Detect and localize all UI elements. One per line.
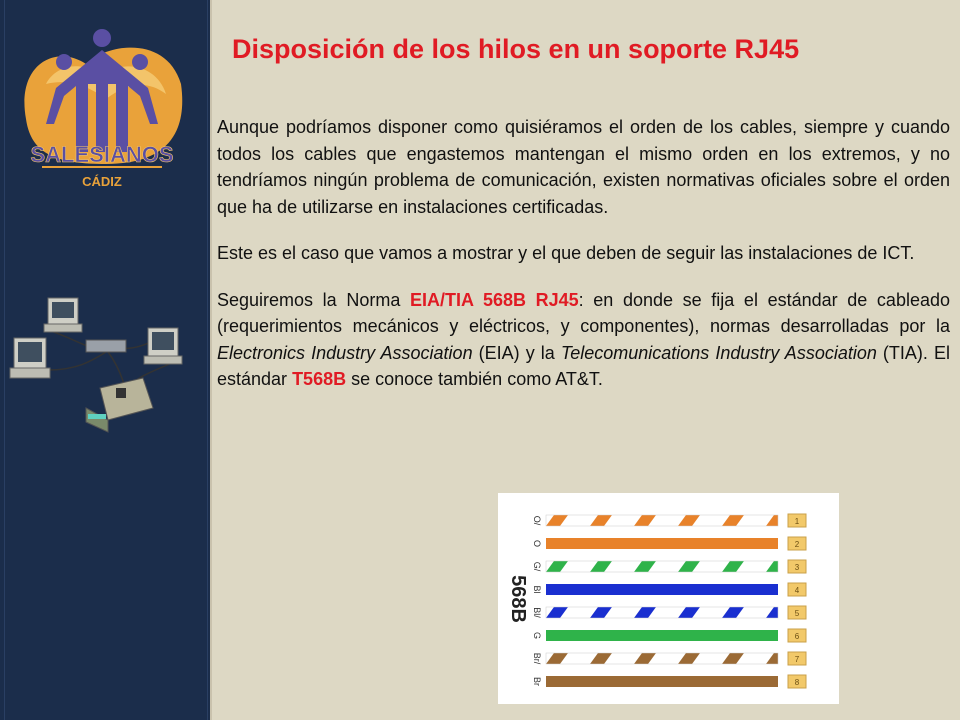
text-run: (EIA) y la — [472, 342, 561, 363]
wire-code-label: Br/ — [532, 652, 542, 665]
text-run: : en donde se fija el estándar de cableado (requerimientos mecánicos y eléctricos, y componentes), normas desarrolladas por la — [217, 289, 950, 336]
text-run: (TIA). El estándar — [217, 342, 950, 389]
wire-code-label: O/ — [532, 515, 542, 526]
wire-code-label: G — [532, 631, 542, 640]
printer-icon — [86, 378, 153, 432]
wire-code-label: G/ — [532, 561, 542, 572]
wire-code-label: Bl — [532, 585, 542, 594]
sidebar — [0, 0, 210, 720]
eia-name: Electronics Industry Association — [217, 342, 473, 363]
text-run: se conoce también como AT&T. — [346, 369, 603, 389]
computer-icon — [10, 338, 50, 378]
logo-name: SALESIANOS — [30, 142, 174, 167]
wire-7 — [546, 653, 778, 664]
rj45-568b-diagram — [498, 493, 839, 704]
wire-code-label: O — [532, 539, 542, 548]
pin-number: 8 — [794, 678, 800, 687]
t568b-highlight: T568B — [292, 369, 347, 389]
wire-2 — [546, 538, 778, 549]
wire-4 — [546, 584, 778, 595]
pin-number: 2 — [794, 540, 800, 549]
wire-6 — [546, 630, 778, 641]
tia-name: Telecomunications Industry Association — [560, 342, 877, 363]
pin-number: 5 — [794, 609, 800, 618]
sidebar-divider — [210, 0, 212, 720]
wire-code-label: Bl/ — [532, 607, 542, 618]
paragraph-1: Aunque podríamos disponer como quisiéramos el orden de los cables, siempre y cuando todos los cables que engastemos mantengan el mismo orden en los extremos, y no tendríamos ningún problema de comunicación, existen normativas oficiales sobre el orden que ha de utilizarse en instalaciones certificadas. — [217, 117, 950, 217]
salesianos-logo — [16, 24, 188, 204]
network-illustration — [8, 290, 208, 440]
wire-5 — [546, 607, 778, 618]
wire-code-label: Br — [532, 677, 542, 686]
pin-number: 4 — [794, 586, 800, 595]
norma-highlight: EIA/TIA 568B RJ45 — [409, 289, 579, 310]
computer-icon — [44, 298, 82, 332]
computer-icon — [144, 328, 182, 364]
slide-title: Disposición de los hilos en un soporte RJ45 — [232, 34, 800, 64]
paragraph-2: Este es el caso que vamos a mostrar y el que deben de seguir las instalaciones de ICT. — [217, 243, 915, 263]
pin-number: 3 — [794, 563, 800, 572]
wire-8 — [546, 676, 778, 687]
text-run: Seguiremos la Norma — [217, 289, 410, 310]
standard-label: 568B — [507, 575, 529, 623]
logo-place: CÁDIZ — [82, 174, 122, 189]
pin-number: 1 — [794, 517, 800, 526]
wire-3 — [546, 561, 778, 572]
slide-body — [217, 114, 950, 413]
pin-number: 6 — [794, 632, 800, 641]
paragraph-3 — [217, 287, 950, 393]
pin-number: 7 — [794, 655, 800, 664]
wire-1 — [546, 515, 778, 526]
